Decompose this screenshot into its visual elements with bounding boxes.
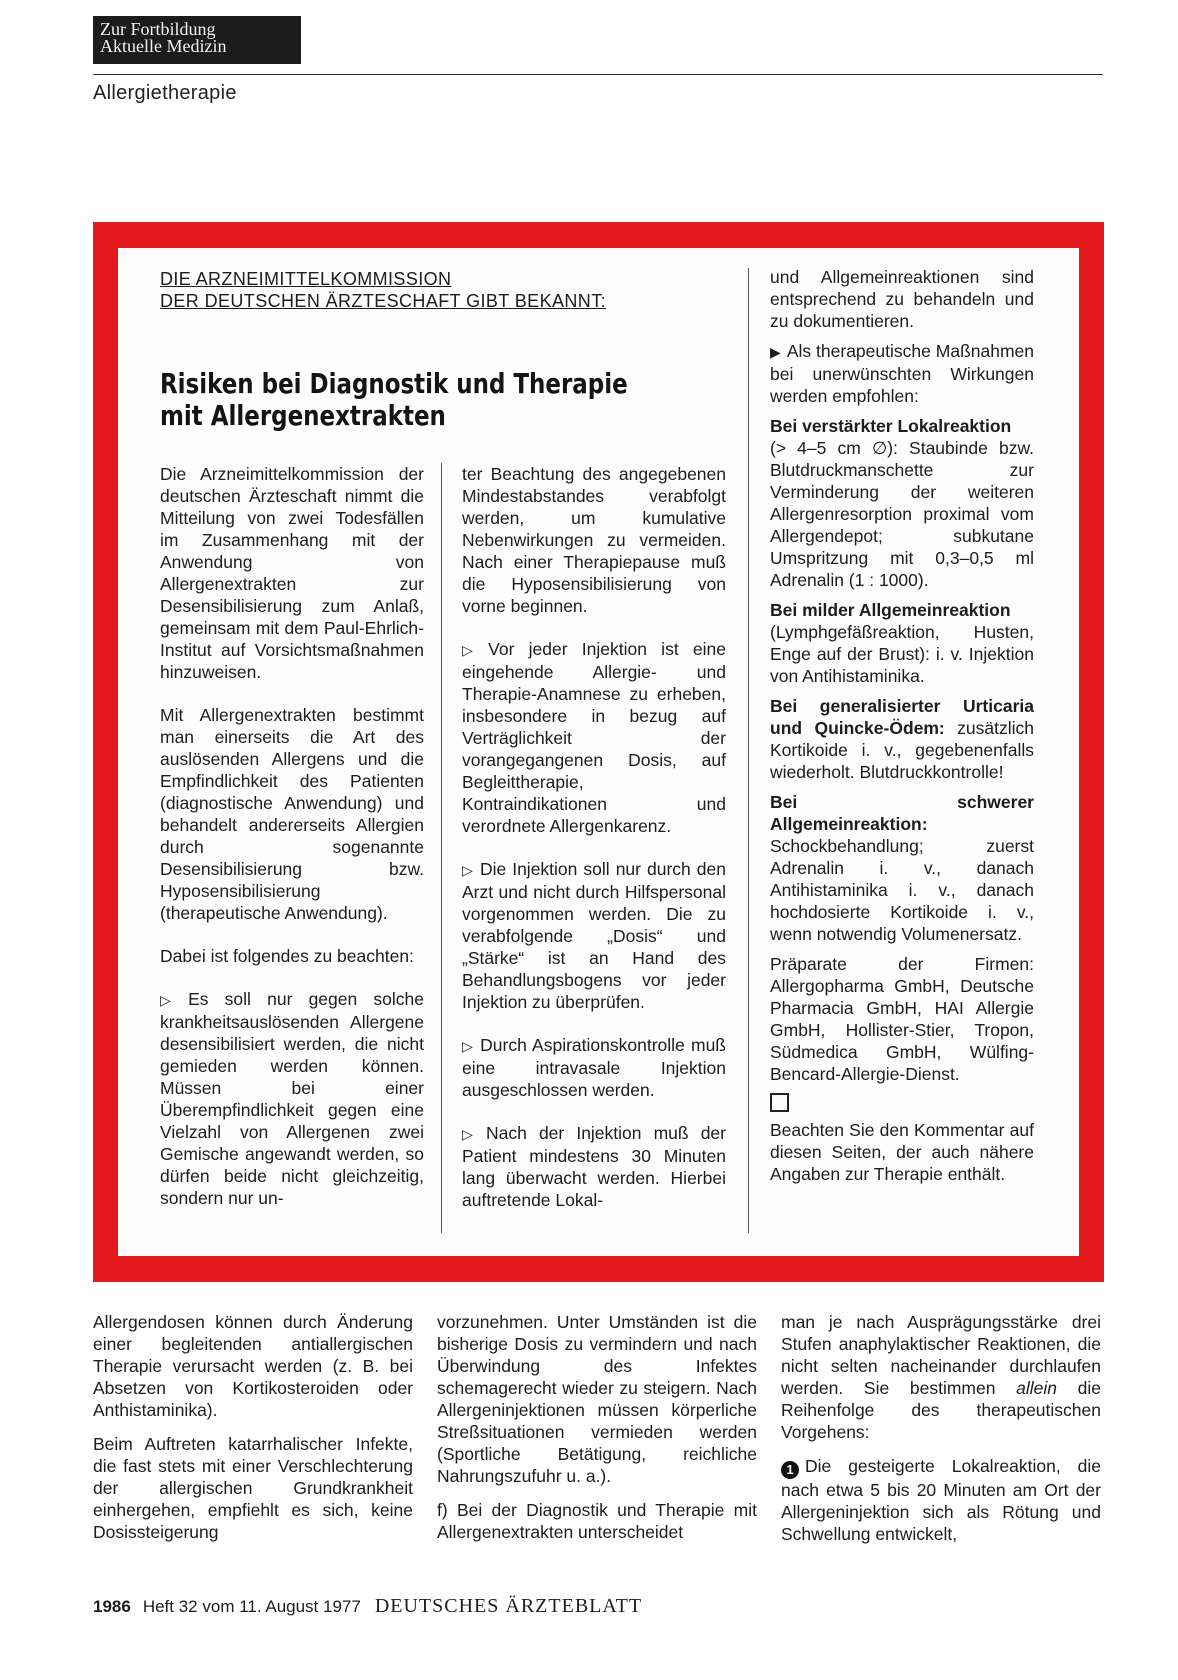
tag-line-2: Aktuelle Medizin	[100, 36, 227, 56]
box-paragraph	[462, 638, 726, 837]
subheading: Bei verstärkter Lokalreaktion	[770, 416, 1012, 436]
tag-line-1: Zur Fortbildung	[100, 19, 216, 39]
box-paragraph	[770, 791, 1034, 945]
box-paragraph: Dabei ist folgendes zu beachten:	[160, 946, 414, 966]
box-paragraph	[770, 415, 1034, 591]
emphasis: allein	[1016, 1378, 1057, 1398]
article-paragraph: vorzunehmen. Unter Umständen ist die bisherige Dosis zu vermindern und nach Überwindung des Infektes schemagerecht wieder zu steigern. Nach Allergeninjektionen müssen körperliche Streßsituationen vermieden werden (Sportliche Betätigung, reichliche Nahrungszufuhr u. a.).	[437, 1312, 757, 1486]
column-divider	[441, 463, 442, 1233]
column-divider	[748, 268, 749, 1233]
bullet-text: Durch Aspirationskontrolle muß eine intravasale Injektion ausgeschlossen werden.	[462, 1035, 726, 1100]
article-paragraph	[781, 1455, 1101, 1545]
bullet-text: Die Injektion soll nur durch den Arzt und nicht durch Hilfspersonal vorgenommen werden. Die zu verabfolgende „Dosis“ und „Stärke“ ist an Hand des Behandlungsbogens vor jeder Injektion zu überprüfen.	[462, 859, 726, 1012]
box-paragraph	[462, 1034, 726, 1101]
play-bullet-icon: ▶	[770, 344, 781, 360]
end-square-icon	[770, 1093, 789, 1112]
article-headline	[160, 367, 628, 432]
box-paragraph	[770, 599, 1034, 687]
box-paragraph: und Allgemeinreaktionen sind entsprechend zu behandeln und zu dokumentieren.	[770, 267, 1034, 331]
journal-name: DEUTSCHES ÄRZTEBLATT	[374, 1595, 643, 1617]
subheading: Bei schwerer Allgemeinreaktion:	[770, 792, 1034, 834]
article-column-2	[437, 1311, 757, 1555]
subheading: Bei generalisierter Urticaria und Quincke-Ödem:	[770, 696, 1034, 738]
paragraph-text: (Lymphgefäßreaktion, Husten, Enge auf der Brust): i. v. Injektion von Antihistaminika.	[770, 622, 1034, 686]
paragraph-text: (> 4–5 cm ∅): Staubinde bzw. Blutdruckmanschette zur Verminderung der weiteren Allergenresorption proximal vom Allergendepot; subkutane Umspritzung mit 0,3–0,5 ml Adrenalin (1 : 1000).	[770, 438, 1034, 590]
article-paragraph: Beim Auftreten katarrhalischer Infekte, die fast stets mit einer Verschlechterung der allergischen Grundkrankheit einhergehen, empfiehlt es sich, keine Dosissteigerung	[93, 1434, 413, 1542]
triangle-bullet-icon: ▷	[462, 642, 483, 658]
box-paragraph	[462, 858, 726, 1013]
triangle-bullet-icon: ▷	[462, 1038, 475, 1054]
box-paragraph	[160, 988, 424, 1209]
article-column-3	[781, 1311, 1101, 1557]
page-number: 1986	[93, 1597, 131, 1616]
triangle-bullet-icon: ▷	[160, 992, 183, 1008]
paragraph-text: Schockbehandlung; zuerst Adrenalin i. v., danach Antihistaminika i. v., danach hochdosierte Kortikoide i. v., wenn notwendig Volumenersatz.	[770, 836, 1034, 944]
box-paragraph	[462, 1122, 726, 1211]
article-paragraph: man je nach Ausprägungsstärke drei Stufen anaphylaktischer Reaktionen, die nicht selten nacheinander durchlaufen werden. Sie bestimmen allein die Reihenfolge des therapeutischen Vorgehens:	[781, 1312, 1101, 1442]
article-paragraph: f) Bei der Diagnostik und Therapie mit Allergenextrakten unterscheidet	[437, 1500, 757, 1542]
box-paragraph	[770, 695, 1034, 783]
bullet-text: Als therapeutische Maßnahmen bei unerwünschten Wirkungen werden empfohlen:	[770, 341, 1034, 406]
series-tag	[93, 16, 301, 64]
bullet-text: Nach der Injektion muß der Patient mindestens 30 Minuten lang überwacht werden. Hierbei auftretende Lokal-	[462, 1123, 726, 1210]
box-paragraph: Präparate der Firmen: Allergopharma GmbH, Deutsche Pharmacia GmbH, HAI Allergie GmbH, Hollister-Stier, Tropon, Südmedica GmbH, Wülfing-Bencard-Allergie-Dienst.	[770, 954, 1034, 1084]
article-paragraph: Allergendosen können durch Änderung einer begleitenden antiallergischen Therapie verursacht werden (z. B. bei Absetzen von Kortikosteroiden oder Anthistaminika).	[93, 1312, 413, 1420]
triangle-bullet-icon: ▷	[462, 1126, 480, 1142]
announcement-line-1: DIE ARZNEIMITTELKOMMISSION	[160, 269, 452, 289]
box-column-3	[770, 266, 1034, 1193]
box-paragraph: Die Arzneimittelkommission der deutschen Ärzteschaft nimmt die Mitteilung von zwei Todesfällen im Zusammenhang mit der Anwendung von Allergenextrakten zur Desensibilisierung zum Anlaß, gemeinsam mit dem Paul-Ehrlich-Institut auf Vorsichtsmaßnahmen hinzuweisen.	[160, 464, 424, 682]
bullet-text: Vor jeder Injektion ist eine eingehende Allergie- und Therapie-Anamnese zu erheben, insbesondere in bezug auf Verträglichkeit der vorangegangenen Dosis, auf Begleittherapie, Kontraindikationen und verordnete Allergenkarenz.	[462, 639, 726, 836]
paragraph-text: Die gesteigerte Lokalreaktion, die nach etwa 5 bis 20 Minuten am Ort der Allergeninjektion sich als Rötung und Schwellung entwickelt,	[781, 1456, 1101, 1544]
number-marker: 1	[781, 1461, 799, 1479]
section-title: Allergietherapie	[93, 82, 237, 104]
issue-info: Heft 32 vom 11. August 1977	[142, 1597, 361, 1616]
announcement-heading	[160, 268, 606, 312]
box-column-2	[462, 463, 726, 1232]
box-column-1	[160, 463, 424, 1230]
headline-line-1: Risiken bei Diagnostik und Therapie	[160, 367, 628, 400]
article-column-1	[93, 1311, 413, 1555]
bullet-text: Es soll nur gegen solche krankheitsauslösenden Allergene desensibilisiert werden, die nicht gemieden werden können. Müssen bei einer Überempfindlichkeit gegen eine Vielzahl von Allergenen zwei Gemische angewandt werden, so dürfen beide nicht gleichzeitig, sondern nur un-	[160, 989, 424, 1208]
triangle-bullet-icon: ▷	[462, 862, 474, 878]
box-paragraph: Beachten Sie den Kommentar auf diesen Seiten, der auch nähere Angaben zur Therapie enthält.	[770, 1120, 1034, 1184]
box-paragraph: Mit Allergenextrakten bestimmt man einerseits die Art des auslösenden Allergens und die Empfindlichkeit des Patienten (diagnostische Anwendung) und behandelt andererseits Allergien durch sogenannte Desensibilisierung bzw. Hyposensibilisierung (therapeutische Anwendung).	[160, 705, 424, 923]
page-footer	[93, 1595, 642, 1618]
header-rule	[93, 74, 1103, 75]
subheading: Bei milder Allgemeinreaktion	[770, 600, 1011, 620]
box-paragraph	[770, 340, 1034, 407]
paragraph-text: zusätzlich Kortikoide i. v., gegebenenfalls wiederholt. Blutdruckkontrolle!	[770, 718, 1034, 782]
box-paragraph: ter Beachtung des angegebenen Mindestabstandes verabfolgt werden, um kumulative Nebenwirkungen zu vermeiden. Nach einer Therapiepause muß die Hyposensibilisierung von vorne beginnen.	[462, 464, 726, 616]
announcement-line-2: DER DEUTSCHEN ÄRZTESCHAFT GIBT BEKANNT:	[160, 291, 606, 311]
headline-line-2: mit Allergenextrakten	[160, 399, 446, 432]
end-mark	[770, 1093, 1034, 1117]
